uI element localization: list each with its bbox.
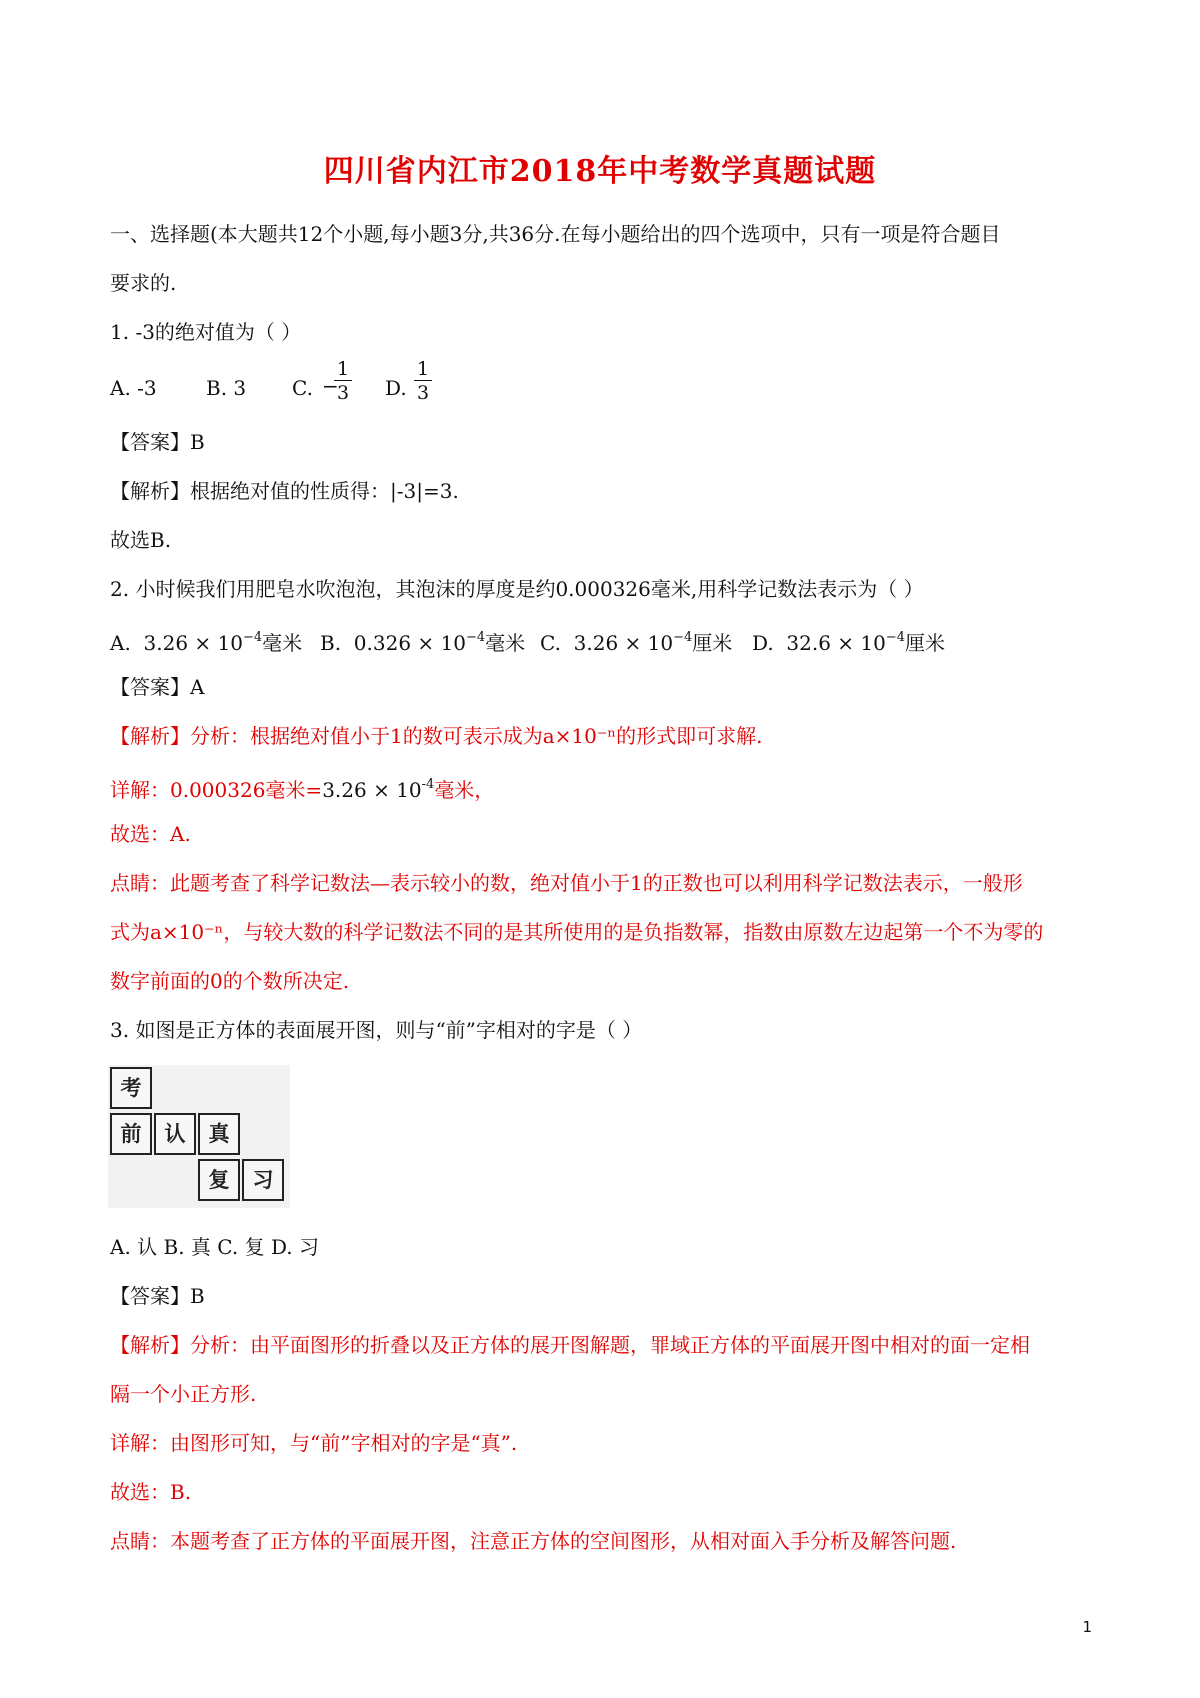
q3-choose: 故选：B.	[110, 1480, 192, 1504]
page-title: 四川省内江市2018年中考数学真题试题	[323, 154, 877, 189]
q2-stem: 2. 小时候我们用肥皂水吹泡泡，其泡沫的厚度是约0.000326毫米,用科学记数法表示为（ ）	[110, 577, 924, 601]
q2-option-d	[752, 626, 945, 655]
q2-option-c	[540, 626, 732, 655]
q1-option-d-label: D.	[385, 376, 407, 400]
q2-comment-line3: 数字前面的0的个数所决定.	[110, 969, 350, 993]
q3-analysis-line1: 【解析】分析：由平面图形的折叠以及正方体的展开图解题，罪域正方体的平面展开图中相对的面一定相	[110, 1333, 1030, 1357]
q1-answer: 【答案】B	[110, 430, 205, 454]
q2-option-a-label: A.	[110, 631, 131, 655]
q2-detail-exponent: -4	[421, 777, 435, 792]
q3-options: A. 认 B. 真 C. 复 D. 习	[110, 1235, 319, 1259]
net-cell-zhen: 真	[198, 1113, 240, 1155]
q2-option-d-label: D.	[752, 631, 774, 655]
q1-option-c-sign: −	[322, 374, 339, 398]
q2-choose: 故选：A.	[110, 822, 191, 846]
q2-option-a-unit: 毫米	[262, 631, 303, 655]
q1-option-b: B. 3	[206, 376, 247, 400]
net-cell-ren: 认	[154, 1113, 196, 1155]
q2-option-a-exponent: −4	[242, 630, 263, 645]
q1-option-d-fraction	[414, 358, 432, 405]
q2-option-c-base: 3.26 × 10	[573, 631, 674, 655]
q3-answer: 【答案】B	[110, 1284, 205, 1308]
q2-option-b-base: 0.326 × 10	[353, 631, 466, 655]
net-cell-fu: 复	[198, 1159, 240, 1201]
q1-analysis: 【解析】根据绝对值的性质得：|-3|=3.	[110, 479, 459, 503]
q2-option-b-exponent: −4	[465, 630, 486, 645]
q2-comment-line1: 点睛：此题考查了科学记数法—表示较小的数，绝对值小于1的正数也可以利用科学记数法表示，一般形	[110, 871, 1023, 895]
q1-conclusion: 故选B.	[110, 528, 172, 552]
q1-option-a: A. -3	[110, 376, 157, 400]
q3-detail: 详解：由图形可知，与“前”字相对的字是“真”.	[110, 1431, 518, 1455]
q2-option-b-unit: 毫米	[485, 631, 526, 655]
q2-option-b-value	[354, 631, 485, 655]
q1-option-c-numerator: 1	[336, 358, 350, 380]
q2-option-a-base: 3.26 × 10	[143, 631, 243, 655]
q2-option-c-unit: 厘米	[692, 631, 733, 655]
q2-option-c-label: C.	[540, 631, 561, 655]
q1-option-c-fraction	[334, 358, 352, 405]
q2-detail-base: 3.26 × 10	[322, 778, 422, 802]
section-instructions-line1: 一、选择题(本大题共12个小题,每小题3分,共36分.在每小题给出的四个选项中，只有一项是符合题目	[110, 222, 1001, 246]
q3-analysis-line2: 隔一个小正方形.	[110, 1382, 257, 1406]
q1-option-c-label: C.	[292, 376, 313, 400]
q2-answer: 【答案】A	[110, 675, 205, 699]
net-cell-qian: 前	[110, 1113, 152, 1155]
q2-comment-line2: 式为a×10⁻ⁿ，与较大数的科学记数法不同的是其所使用的是负指数幂，指数由原数左边起第一个不为零的	[110, 920, 1044, 944]
net-cell-xi: 习	[242, 1159, 284, 1201]
q3-comment: 点睛：本题考查了正方体的平面展开图，注意正方体的空间图形，从相对面入手分析及解答问题.	[110, 1529, 957, 1553]
page-number: 1	[1082, 1618, 1092, 1636]
q1-option-c-denominator: 3	[336, 382, 350, 404]
q2-option-d-unit: 厘米	[905, 631, 946, 655]
q2-option-a	[110, 626, 302, 655]
q2-option-c-value	[574, 631, 693, 655]
q2-analysis: 【解析】分析：根据绝对值小于1的数可表示成为a×10⁻ⁿ的形式即可求解.	[110, 724, 763, 748]
q2-detail	[110, 773, 494, 802]
q1-option-d-denominator: 3	[416, 382, 430, 404]
q2-option-d-exponent: −4	[885, 630, 906, 645]
q3-stem: 3. 如图是正方体的表面展开图，则与“前”字相对的字是（ ）	[110, 1018, 643, 1042]
q2-detail-suffix: 毫米，	[434, 778, 495, 802]
q2-option-a-value	[144, 631, 263, 655]
net-cell-kao: 考	[110, 1067, 152, 1109]
q2-option-d-value	[786, 631, 905, 655]
q1-stem: 1. -3的绝对值为（ ）	[110, 320, 302, 344]
section-instructions-line2: 要求的.	[110, 271, 177, 295]
q2-detail-value	[322, 778, 434, 802]
q1-option-d-numerator: 1	[416, 358, 430, 380]
q2-option-d-base: 32.6 × 10	[786, 631, 886, 655]
q2-option-b-label: B.	[320, 631, 342, 655]
q2-option-c-exponent: −4	[673, 630, 693, 645]
q2-option-b	[320, 626, 525, 655]
q2-detail-prefix: 详解：0.000326毫米=	[110, 778, 323, 802]
cube-net-figure	[108, 1065, 290, 1208]
